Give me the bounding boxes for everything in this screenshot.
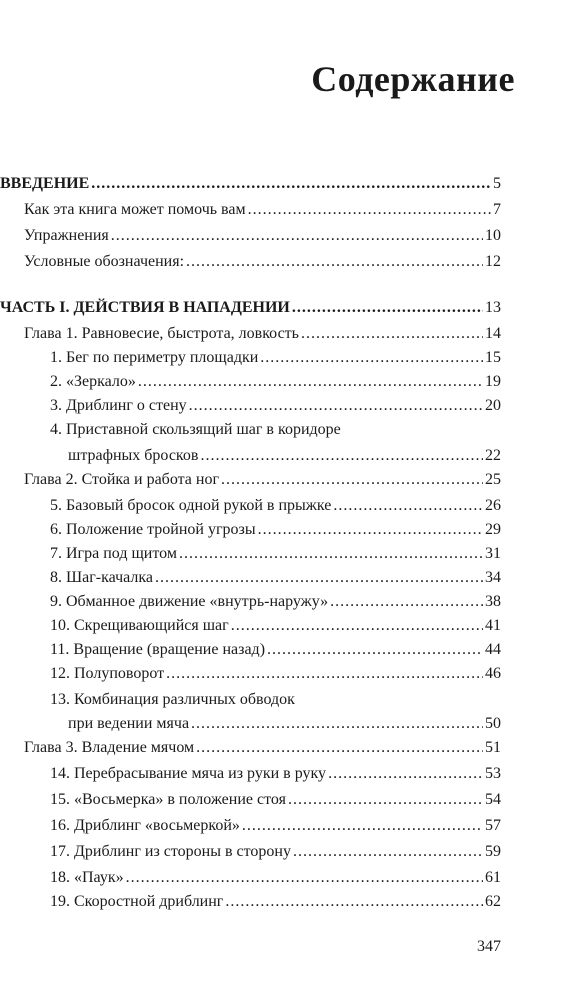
leader-dots: [267, 638, 483, 662]
toc-entry-label: 3. Дриблинг о стену: [50, 397, 187, 414]
toc-entry[interactable]: [50, 788, 501, 812]
toc-entry-label: 6. Положение тройной угрозы: [50, 521, 256, 538]
toc-entry-page: 19: [485, 373, 501, 390]
toc-entry[interactable]: [50, 346, 501, 370]
toc-entry-label: 16. Дриблинг «восьмеркой»: [50, 817, 240, 834]
leader-dots: [138, 370, 483, 394]
toc-entry[interactable]: [50, 638, 501, 662]
toc-entry[interactable]: [24, 224, 501, 248]
leader-dots: [91, 172, 491, 196]
leader-dots: [221, 468, 483, 492]
toc-entry[interactable]: [24, 250, 501, 274]
toc-entry[interactable]: [50, 542, 501, 566]
toc-entry[interactable]: [50, 890, 501, 914]
toc-entry[interactable]: [68, 712, 501, 736]
toc-entry[interactable]: [50, 494, 501, 518]
leader-dots: [258, 518, 483, 542]
toc-entry[interactable]: [50, 614, 501, 638]
toc-entry-label: 4. Приставной скользящий шаг в коридоре: [50, 421, 341, 438]
toc-entry-label: 9. Обманное движение «внутрь-наружу»: [50, 593, 329, 610]
toc-entry-page: 46: [485, 665, 501, 682]
toc-entry[interactable]: [50, 518, 501, 542]
toc-entry-label: при ведении мяча: [68, 715, 190, 732]
toc-entry-page: 41: [485, 617, 501, 634]
toc-entry-page: 20: [485, 397, 501, 414]
toc-entry[interactable]: [50, 866, 501, 890]
toc-entry-page: 7: [493, 201, 501, 218]
toc-entry-chapter[interactable]: [24, 322, 501, 346]
leader-dots: [179, 542, 483, 566]
toc-entry-label: 18. «Паук»: [50, 869, 124, 886]
toc-entry-label: Глава 1. Равновесие, быстрота, ловкость: [24, 325, 299, 342]
toc-entry-page: 26: [485, 497, 501, 514]
toc-entry-page: 50: [485, 715, 501, 732]
leader-dots: [155, 566, 483, 590]
toc-entry-page: 44: [485, 641, 501, 658]
toc-entry[interactable]: [50, 590, 501, 614]
toc-entry-label: 8. Шаг-качалка: [50, 569, 154, 586]
page-number: 347: [477, 938, 501, 955]
toc-entry-part-1[interactable]: [0, 296, 501, 320]
toc-entry-label: ЧАСТЬ I. ДЕЙСТВИЯ В НАПАДЕНИИ: [0, 299, 290, 316]
toc-entry-label: штрафных бросков: [68, 447, 199, 464]
toc-entry-page: 51: [485, 739, 501, 756]
toc-entry[interactable]: [68, 444, 501, 468]
toc-entry-page: 13: [485, 299, 501, 316]
toc-entry[interactable]: [50, 370, 501, 394]
leader-dots: [189, 394, 483, 418]
toc-entry[interactable]: [24, 198, 501, 222]
leader-dots: [225, 890, 483, 914]
toc-entry[interactable]: [50, 840, 501, 864]
leader-dots: [126, 866, 483, 890]
toc-entry-label: Условные обозначения:: [24, 253, 185, 270]
toc-entry-page: 5: [493, 175, 501, 192]
toc-entry[interactable]: [50, 662, 501, 686]
page-title: Содержание: [311, 59, 515, 99]
toc-entry-page: 34: [485, 569, 501, 586]
toc-entry-page: 31: [485, 545, 501, 562]
leader-dots: [288, 788, 483, 812]
toc-entry-label: ВВЕДЕНИЕ: [0, 175, 90, 192]
leader-dots: [242, 814, 483, 838]
toc-entry[interactable]: [50, 762, 501, 786]
leader-dots: [186, 250, 483, 274]
toc-entry-page: 38: [485, 593, 501, 610]
toc-entry-label: 7. Игра под щитом: [50, 545, 177, 562]
toc-entry-page: 57: [485, 817, 501, 834]
leader-dots: [293, 840, 483, 864]
toc-entry-label: Упражнения: [24, 227, 109, 244]
leader-dots: [200, 444, 483, 468]
toc-entry-label: 5. Базовый бросок одной рукой в прыжке: [50, 497, 332, 514]
leader-dots: [191, 712, 483, 736]
leader-dots: [248, 198, 491, 222]
leader-dots: [111, 224, 483, 248]
toc-entry-label: 15. «Восьмерка» в положение стоя: [50, 791, 286, 808]
toc-entry-label: 12. Полуповорот: [50, 665, 165, 682]
leader-dots: [330, 590, 483, 614]
toc-entry-chapter[interactable]: [24, 468, 501, 492]
toc-entry-label: 13. Комбинация различных обводок: [50, 691, 295, 708]
toc-entry-page: 61: [485, 869, 501, 886]
toc-entry-page: 59: [485, 843, 501, 860]
leader-dots: [260, 346, 483, 370]
toc-entry-label: 1. Бег по периметру площадки: [50, 349, 259, 366]
toc-entry-page: 12: [485, 253, 501, 270]
toc-entry-page: 29: [485, 521, 501, 538]
toc-entry-chapter[interactable]: [24, 736, 501, 760]
leader-dots: [328, 762, 483, 786]
toc-entry-label: Глава 3. Владение мячом: [24, 739, 195, 756]
leader-dots: [166, 662, 483, 686]
toc-entry-label: Глава 2. Стойка и работа ног: [24, 471, 220, 488]
toc-entry-label: 11. Вращение (вращение назад): [50, 641, 266, 658]
toc-entry-page: 15: [485, 349, 501, 366]
toc-entry-label: 19. Скоростной дриблинг: [50, 893, 224, 910]
toc-entry-label: 17. Дриблинг из стороны в сторону: [50, 843, 291, 860]
toc-entry-page: 10: [485, 227, 501, 244]
toc-entry-label: 14. Перебрасывание мяча из руки в руку: [50, 765, 327, 782]
toc-entry-page: 62: [485, 893, 501, 910]
toc-entry-page: 54: [485, 791, 501, 808]
toc-entry-page: 53: [485, 765, 501, 782]
leader-dots: [196, 736, 483, 760]
toc-entry-label: Как эта книга может помочь вам: [24, 201, 246, 218]
toc-entry[interactable]: [50, 394, 501, 418]
toc-entry-page: 22: [485, 447, 501, 464]
toc-entry-label: 10. Скрещивающийся шаг: [50, 617, 229, 634]
toc-entry[interactable]: [50, 566, 501, 590]
toc-entry-label: 2. «Зеркало»: [50, 373, 136, 390]
leader-dots: [292, 296, 483, 320]
toc-entry-page: 14: [485, 325, 501, 342]
toc-entry-page: 25: [485, 471, 501, 488]
leader-dots: [301, 322, 483, 346]
toc-entry[interactable]: [50, 814, 501, 838]
leader-dots: [333, 494, 483, 518]
toc-entry-introduction[interactable]: [0, 172, 501, 196]
leader-dots: [231, 614, 483, 638]
